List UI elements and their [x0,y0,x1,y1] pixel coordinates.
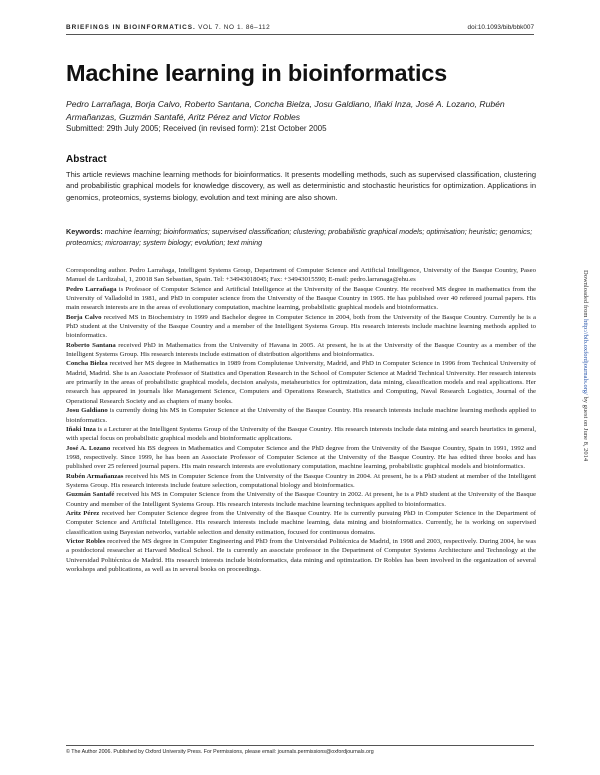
keywords-list: machine learning; bioinformatics; supervised classification; clustering; probabilistic graphical models; optimisation; heuristic; genomics; proteomics; microarray; system biology; evolution; text mining [66,227,533,247]
author-list: Pedro Larrañaga, Borja Calvo, Roberto Santana, Concha Bielza, Josu Galdiano, Iñaki Inza, José A. Lozano, Rubén Armañanzas, Guzmán Santafé, Aritz Pérez and Victor Robles [66,99,505,122]
bio-paragraph [66,285,536,313]
journal-name: BRIEFINGS IN BIOINFORMATICS. [66,24,196,31]
watermark-suffix: by guest on June 8, 2014 [582,394,589,462]
bio-paragraph [66,509,536,537]
bio-paragraph [66,313,536,341]
download-watermark [582,270,589,461]
bio-name: Aritz Pérez [66,509,100,517]
watermark-link[interactable]: http://bib.oxfordjournals.org/ [582,319,589,395]
journal-info [66,24,270,31]
bio-text: received his BS degrees in Mathematics and Computer Science and the PhD degree from the University of the Basque Country, Spain in 1991, 1992 and 1998, respectively. Since 1999, he has been an Associate Professor of Computer Science at the University of the Basque Country. He has edited three books and has published over 25 refereed journal papers. His main research interests are evolutionary computation, machine learning, probabilistic graphical models and bioinformatics. [66,444,536,471]
bio-paragraph [66,444,536,472]
bio-paragraph [66,425,536,444]
copyright-footer: © The Author 2006. Published by Oxford University Press. For Permissions, please email: journals.permissions@oxfordjournals.org [66,749,374,755]
doi: doi:10.1093/bib/bbk007 [467,24,534,31]
bio-text: is Professor of Computer Science and Artificial Intelligence at the University of the Basque Country. He received MS degree in mathematics from the University of Valladolid in 1981, and PhD in computer science from the University of the Basque Country in 1995. He has published over 40 refereed journal papers. His main research interests are in the areas of evolutionary computation, machine learning, probabilistic graphical models and bioinformatics. [66,285,536,312]
bio-text: is a Lecturer at the Intelligent Systems Group of the University of the Basque Country. His research interests include data mining and search heuristics in general, with special focus on probabilistic graphical models and bioinformatic applications. [66,425,537,443]
watermark-prefix: Downloaded from [582,270,589,320]
bio-paragraph [66,472,536,491]
bio-name: Concha Bielza [66,360,108,368]
bio-name: Guzmán Santafé [66,491,115,499]
running-header [66,24,534,31]
bio-name: Borja Calvo [66,313,102,321]
bio-name: Rubén Armañanzas [66,472,124,480]
bio-paragraph [66,490,536,509]
keywords [66,226,536,248]
bio-name: Iñaki Inza [66,425,96,433]
bio-name: Pedro Larrañaga [66,285,117,293]
bio-name: José A. Lozano [66,444,111,452]
bio-paragraph [66,537,536,574]
bio-text: received PhD in Mathematics from the University of Havana in 2005. At present, he is at the University of the Basque Country as a member of the Intelligent Systems Group. His research interests include estimation of distribution algorithms and bioinformatics. [66,341,536,359]
volume-info: VOL 7. NO 1. 86–112 [198,24,271,31]
bio-text: is currently doing his MS in Computer Science at the University of the Basque Country. His research interests include machine learning methods applied to bioinformatics. [66,407,536,424]
bio-text: received the MS degree in Computer Engineering and PhD from the Universidad Politécnica de Madrid, in 1998 and 2003, respectively. During 2004, he was a postdoctoral researcher at Harvard Medical School. He is currently an associate professor in the Department of Computer Systems Architecture and Technology at the Universidad Politécnica de Madrid. His research interests include bioinformatics, data mining and optimization. Dr Robles has been involved in the organization of several workshops and publications, as well as in several books on proceedings. [66,537,536,573]
abstract-heading: Abstract [66,154,107,165]
bio-name: Victor Robles [66,537,106,545]
submission-dates: Submitted: 29th July 2005; Received (in revised form): 21st October 2005 [66,124,327,133]
correspondence-note: Corresponding author. Pedro Larrañaga, Intelligent Systems Group, Department of Computer Science and Artificial Intelligence, University of the Basque Country, Paseo Manuel de Lardizabal, 1, 20018 San Sebastian, Spain. Tel: +34943018045; Fax: +34943015590; E-mail: pedro.larranaga@ehu.es [66,267,536,284]
abstract-text: This article reviews machine learning methods for bioinformatics. It presents modelling methods, such as supervised classification, clustering and probabilistic graphical models for knowledge discovery, as well as deterministic and stochastic heuristics for optimization. Applications in genomics, proteomics, systems biology, evolution and text mining are also shown. [66,170,536,202]
bio-paragraph [66,406,536,425]
bio-paragraph [66,359,536,406]
bio-text: received her MS degree in Mathematics in 1989 from Complutense University, Madrid, and PhD in Computer Science in 1996 from Technical University of Madrid, Madrid. She is an Associate Professor of Statistics and Operation Research in the School of Computer Science at Madrid Technical University. Her research interests are primarily in the areas of probabilistic graphical models, decision analysis, metaheuristics for optimization, data mining, classification models and real applications. Her research has appeared in journals like Management Science, Computers and Operations Research, Statistics and Computing, Naval Research Logistics, Journal of the Operational Research Society and as chapters of many books. [66,360,537,405]
bio-paragraph [66,341,536,360]
footer-rule [66,745,534,746]
bio-name: Roberto Santana [66,341,116,349]
bio-name: Josu Galdiano [66,407,108,415]
bio-text: received her Computer Science degree from the University of the Basque Country. He is currently pursuing PhD in Computer Science in the Department of Computer Science and Artificial Intelligence. His research interests include machine learning, data mining and bioinformatics. Currently, he is working on supervised classification using Bayesian networks, variable selection and density estimation, focused for continuous domains. [66,509,536,536]
keywords-label: Keywords: [66,227,103,236]
bio-text: received his MS in Computer Science from the University of the Basque Country in 2002. At present, he is a PhD student at the University of the Basque Country and member of the Intelligent Systems Group. His research interests include machine learning techniques applied to bioinformatics. [66,491,536,508]
article-title: Machine learning in bioinformatics [66,60,448,86]
header-rule [66,34,534,35]
author-bios [66,266,536,574]
bio-text: received his MS in Computer Science from the University of the Basque Country in 2004. At present, he is a PhD student at member of the Intelligent Systems Group. His research interests include feature selection, computational biology and bioinformatics. [66,472,536,489]
bio-text: received MS in Biochemistry in 1999 and Bachelor degree in Computer Science in 2004, both from the University of the Basque Country. Currently he is a PhD student at the University of the Basque Country and a member of the Intelligent Systems Group. His research interests include machine learning methods applied to bioinformatics. [66,313,536,340]
